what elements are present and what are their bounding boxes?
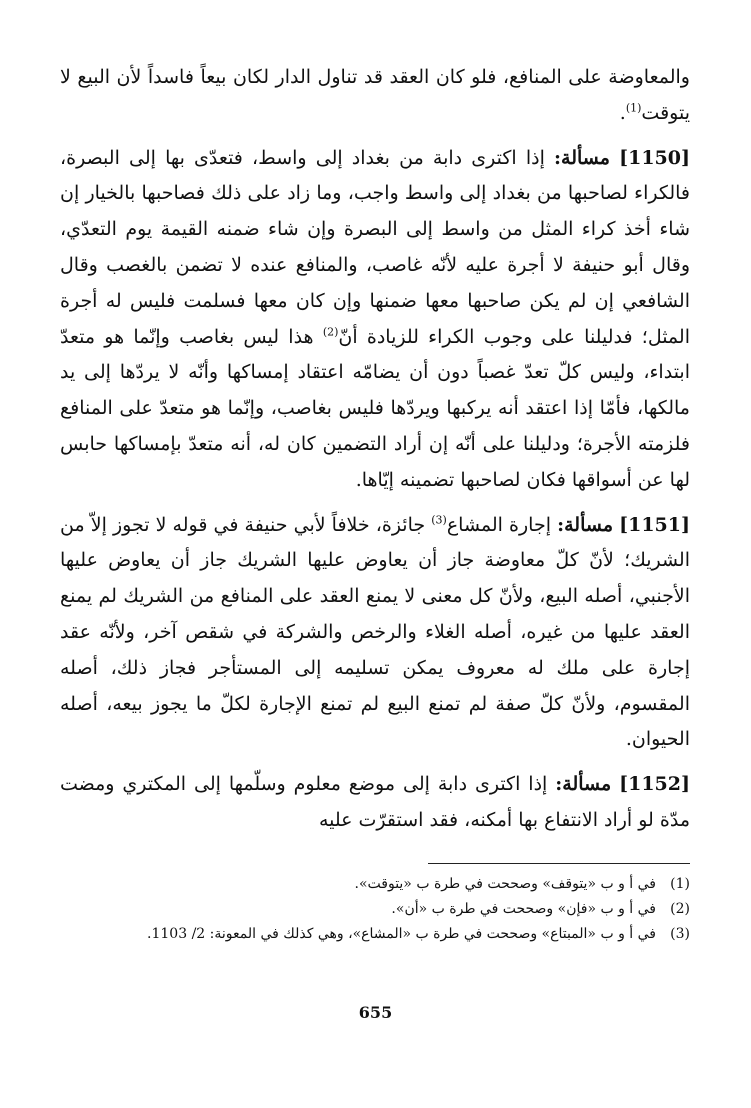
footnote-3 (60, 922, 690, 947)
page-number: 655 (358, 1003, 393, 1022)
paragraph-text: إذا اكترى دابة من بغداد إلى واسط، فتعدّى بها إلى البصرة، فالكراء لصاحبها من بغداد إلى واسط واجب، وما زاد على ذلك فصاحبها بالخيار إن شاء أخذ كراء المثل من واسط إلى البصرة وإن شاء ضمنه القيمة يوم التعدّي، وقال أبو حنيفة لا أجرة عليه لأنّه غاصب، والمنافع عنده لا تضمن بالغصب وقال الشافعي إن لم يكن صاحبها معها ضمنها وإن كان معها فسلمت فليس له أجرة المثل؛ فدليلنا على وجوب الكراء للزيادة أنّ (60, 146, 690, 348)
issue-label: مسألة: (554, 146, 610, 169)
footnote-number: (1) (670, 876, 690, 892)
issue-number: [1152] (619, 773, 690, 796)
issue-1151 (60, 508, 690, 759)
footnote-number: (3) (670, 926, 690, 942)
footnote-2 (60, 897, 690, 922)
issue-1152 (60, 767, 690, 839)
footnote-number: (2) (670, 901, 690, 917)
paragraph-continuation (60, 60, 690, 132)
paragraph-text: إذا اكترى دابة إلى موضع معلوم وسلّمها إلى المكتري ومضت مدّة لو أراد الانتفاع بها أمكنه، فقد استقرّت عليه (60, 773, 690, 831)
paragraph-tail: هذا ليس بغاصب وإنّما هو متعدّ ابتداء، وليس كلّ تعدّ غصباً دون أن يضامّه اعتقاد إمساكها وأنّه لا يردّها إلى يد مالكها، فأمّا إذا اعتقد أنه يركبها ويردّها فليس بغاصب، وإنّما هو متعدّ على المنافع فلزمته الأجرة؛ ودليلنا على أنّه إن أراد التضمين كان له، أنه متعدّ بإمساكها حابس لها عن أسواقها فكان لصاحبها تضمينه إيّاها. (60, 325, 690, 491)
footnote-text: في أ و ب «المبتاع» وصححت في طرة ب «المشاع»، وهي كذلك في المعونة: 2/ 1103. (147, 926, 656, 942)
footnote-1 (60, 872, 690, 897)
issue-number: [1150] (619, 146, 690, 169)
footnote-separator (428, 863, 690, 864)
footnote-text: في أ و ب «فإن» وصححت في طرة ب «أن». (391, 901, 656, 917)
footnote-ref-1[interactable]: (1) (625, 101, 642, 115)
page-body (60, 60, 690, 848)
issue-label: مسألة: (555, 773, 612, 796)
footnotes (60, 872, 690, 947)
footnote-ref-3[interactable]: (3) (431, 513, 447, 527)
paragraph-text: إجارة المشاع (446, 513, 551, 536)
paragraph-tail: جائزة، خلافاً لأبي حنيفة في قوله لا تجوز إلاّ من الشريك؛ لأنّ كلّ معاوضة جاز أن يعاوض عليها الشريك جاز أن يعاوض عليها الأجنبي، أصله البيع، ولأنّ كل معنى لا يمنع العقد على المنافع من الشريك لم يمنع العقد عليها من غيره، أصله الغلاء والرخص والشركة في شقص آخر، ولأنّه عقد إجارة على ملك له معروف يمكن تسليمه إلى المستأجر فجاز ذلك، أصله المقسوم، ولأنّ كلّ صفة لم تمنع البيع لم تمنع الإجارة لكلّ ما يجوز بيعه، أصله الحيوان. (60, 513, 690, 751)
footnote-ref-2[interactable]: (2) (322, 325, 339, 339)
issue-1150 (60, 141, 690, 499)
paragraph-tail: . (619, 101, 626, 124)
paragraph-text: والمعاوضة على المنافع، فلو كان العقد قد تناول الدار لكان بيعاً فاسداً لأن البيع لا يتوقت (60, 66, 690, 124)
issue-label: مسألة: (557, 513, 613, 536)
footnote-text: في أ و ب «يتوقف» وصححت في طرة ب «يتوقت». (354, 876, 656, 892)
issue-number: [1151] (619, 513, 690, 536)
